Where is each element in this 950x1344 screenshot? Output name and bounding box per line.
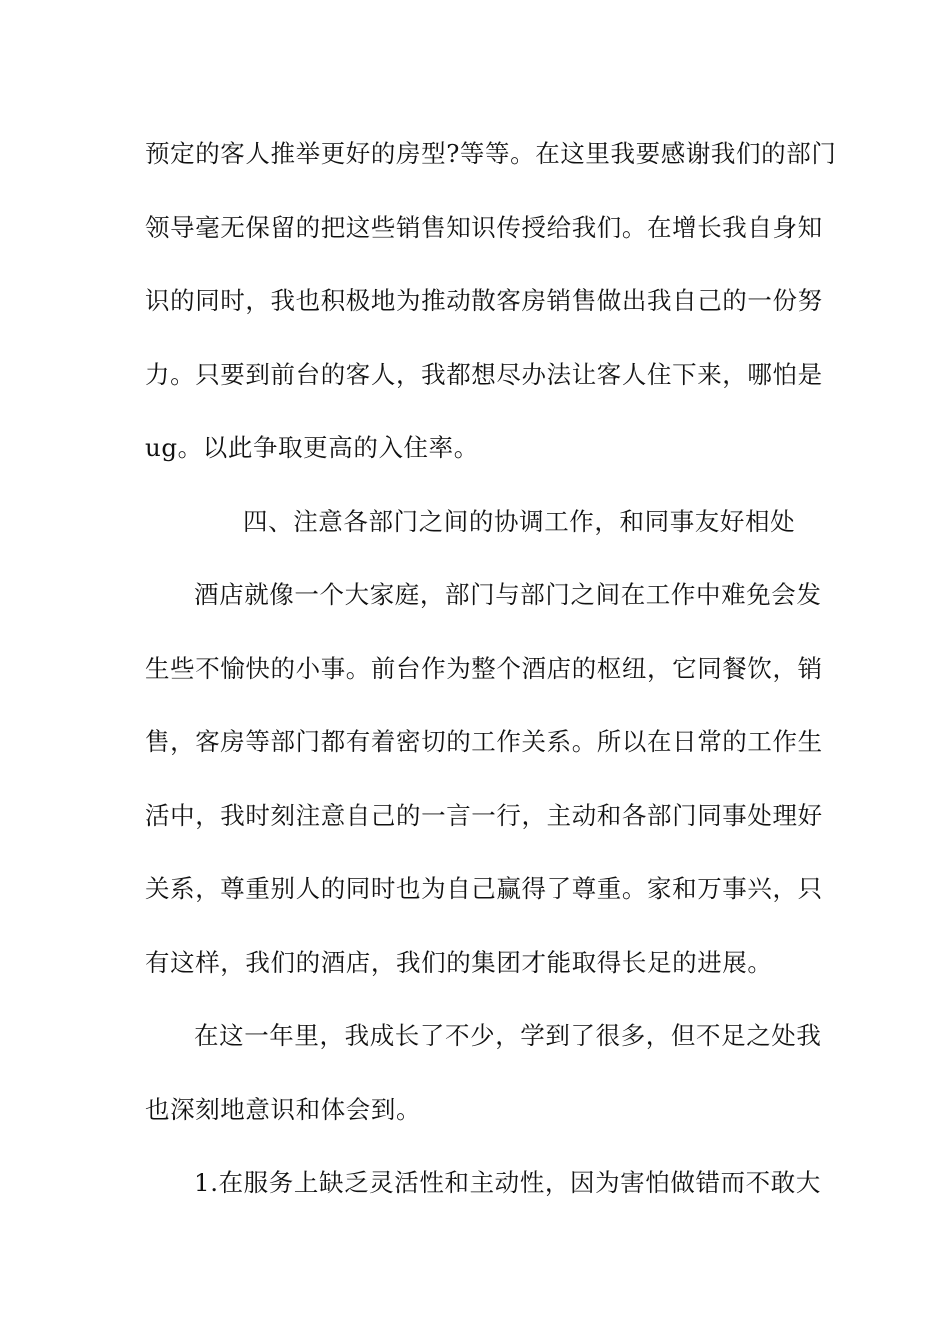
section-heading: 四、注意各部门之间的协调工作，和同事友好相处 (243, 506, 796, 536)
text-line: 力。只要到前台的客人，我都想尽办法让客人住下来，哪怕是 (145, 359, 823, 389)
text-line: 活中，我时刻注意自己的一言一行，主动和各部门同事处理好 (145, 800, 823, 830)
text-line: 关系，尊重别人的同时也为自己赢得了尊重。家和万事兴，只 (145, 874, 823, 903)
text-line: ug。以此争取更高的入住率。 (145, 433, 479, 462)
text-line: 预定的客人推举更好的房型?等等。在这里我要感谢我们的部门 (145, 139, 837, 168)
list-item-line: 1.在服务上缺乏灵活性和主动性，因为害怕做错而不敢大 (194, 1168, 821, 1197)
text-line: 生些不愉快的小事。前台作为整个酒店的枢纽，它同餐饮，销 (145, 653, 823, 683)
text-line: 售，客房等部门都有着密切的工作关系。所以在日常的工作生 (145, 727, 823, 756)
text-line: 领导毫无保留的把这些销售知识传授给我们。在增长我自身知 (145, 212, 823, 242)
text-line: 有这样，我们的酒店，我们的集团才能取得长足的进展。 (145, 947, 773, 977)
paragraph-start-line: 在这一年里，我成长了不少，学到了很多，但不足之处我 (194, 1021, 822, 1050)
text-line: 识的同时，我也积极地为推动散客房销售做出我自己的一份努 (145, 286, 823, 315)
paragraph-start-line: 酒店就像一个大家庭，部门与部门之间在工作中难免会发 (194, 580, 822, 609)
body-text (145, 128, 837, 1231)
text-line: 也深刻地意识和体会到。 (145, 1094, 422, 1124)
